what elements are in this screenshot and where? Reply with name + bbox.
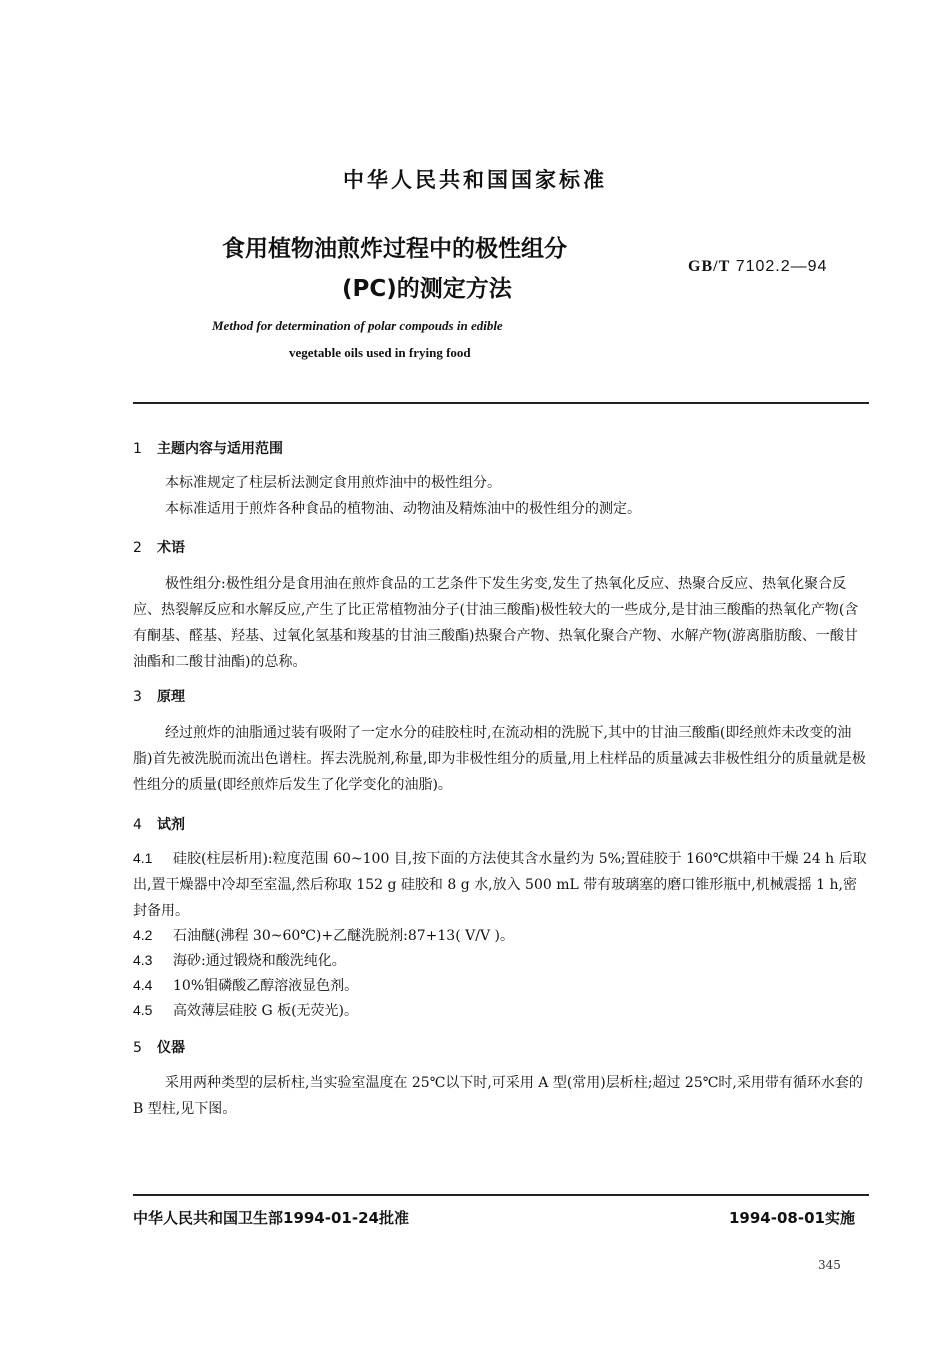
- item-number: 4.1: [133, 850, 153, 866]
- item-text: 硅胶(柱层析用):粒度范围 60~100 目,按下面的方法使其含水量约为 5%;置硅胶于 160℃烘箱中干燥 24 h 后取出,置干燥器中冷却至室温,然后称取 152 g 硅胶和 8 g 水,放入 500 mL 带有玻璃塞的磨口锥形瓶中,机械震摇 1 h,密封备用。: [133, 851, 867, 919]
- document-title-line2: (PC)的测定方法: [342, 276, 512, 302]
- standard-code-prefix: GB/T: [688, 258, 731, 275]
- section-heading-4: [133, 814, 185, 834]
- item-text: 高效薄层硅胶 G 板(无荧光)。: [173, 1003, 359, 1019]
- section-number: 5: [133, 1040, 142, 1056]
- section-1-paragraph-1: 本标准规定了柱层析法测定食用煎炸油中的极性组分。: [165, 475, 501, 491]
- reagent-item-4-2: [133, 922, 869, 949]
- reagent-item-4-5: [133, 997, 869, 1024]
- reagent-item-4-3: [133, 947, 869, 974]
- standard-code: [688, 258, 827, 276]
- item-text: 石油醚(沸程 30~60℃)+乙醚洗脱剂:87+13( V/V )。: [173, 928, 514, 944]
- item-number: 4.2: [133, 927, 153, 943]
- section-title: 主题内容与适用范围: [157, 441, 283, 457]
- section-3-paragraph-1: 经过煎炸的油脂通过装有吸附了一定水分的硅胶柱时,在流动相的洗脱下,其中的甘油三酸酯(即经煎炸未改变的油脂)首先被洗脱而流出色谱柱。挥去洗脱剂,称量,即为非极性组分的质量,用上柱样品的质量减去非极性组分的质量就是极性组分的质量(即经煎炸后发生了化学变化的油脂)。: [133, 725, 866, 793]
- section-1-paragraph-2: 本标准适用于煎炸各种食品的植物油、动物油及精炼油中的极性组分的测定。: [165, 501, 641, 517]
- section-heading-1: [133, 438, 283, 458]
- section-number: 2: [133, 540, 142, 556]
- section-number: 4: [133, 817, 142, 833]
- item-number: 4.3: [133, 952, 153, 968]
- reagent-item-4-4: [133, 972, 869, 999]
- item-number: 4.4: [133, 977, 153, 993]
- standard-code-number: 7102.2—94: [735, 258, 828, 275]
- english-title-line1: Method for determination of polar compouds in edible: [212, 318, 503, 333]
- section-title: 试剂: [157, 817, 185, 833]
- national-standard-heading: 中华人民共和国国家标准: [343, 168, 607, 192]
- item-text: 海砂:通过锻烧和酸洗纯化。: [173, 953, 346, 969]
- section-5-paragraph-1: 采用两种类型的层析柱,当实验室温度在 25℃以下时,可采用 A 型(常用)层析柱;超过 25℃时,采用带有循环水套的 B 型柱,见下图。: [133, 1075, 863, 1117]
- implementation-date: 1994-08-01实施: [729, 1209, 855, 1227]
- approval-line: 中华人民共和国卫生部1994-01-24批准: [133, 1209, 409, 1227]
- item-number: 4.5: [133, 1002, 153, 1018]
- document-title-line1: 食用植物油煎炸过程中的极性组分: [222, 236, 567, 262]
- page-number: 345: [818, 1258, 841, 1272]
- english-title-line2: vegetable oils used in frying food: [289, 345, 471, 360]
- section-number: 1: [133, 441, 142, 457]
- header-divider: [133, 402, 869, 404]
- footer-divider: [133, 1194, 869, 1196]
- section-title: 仪器: [157, 1040, 185, 1056]
- section-heading-2: [133, 537, 185, 557]
- section-2-paragraph-1: 极性组分:极性组分是食用油在煎炸食品的工艺条件下发生劣变,发生了热氧化反应、热聚合反应、热氧化聚合反应、热裂解反应和水解反应,产生了比正常植物油分子(甘油三酸酯)极性较大的一些成分,是甘油三酸酯的热氧化产物(含有酮基、醛基、羟基、过氧化氢基和羧基的甘油三酸酯)热聚合产物、热氧化聚合产物、水解产物(游离脂肪酸、一酸甘油酯和二酸甘油酯)的总称。: [133, 576, 859, 670]
- section-number: 3: [133, 689, 142, 705]
- section-title: 术语: [157, 540, 185, 556]
- section-heading-5: [133, 1037, 185, 1057]
- reagent-item-4-1: [133, 845, 869, 924]
- item-text: 10%钼磷酸乙醇溶液显色剂。: [173, 978, 359, 994]
- section-title: 原理: [157, 689, 185, 705]
- section-heading-3: [133, 686, 185, 706]
